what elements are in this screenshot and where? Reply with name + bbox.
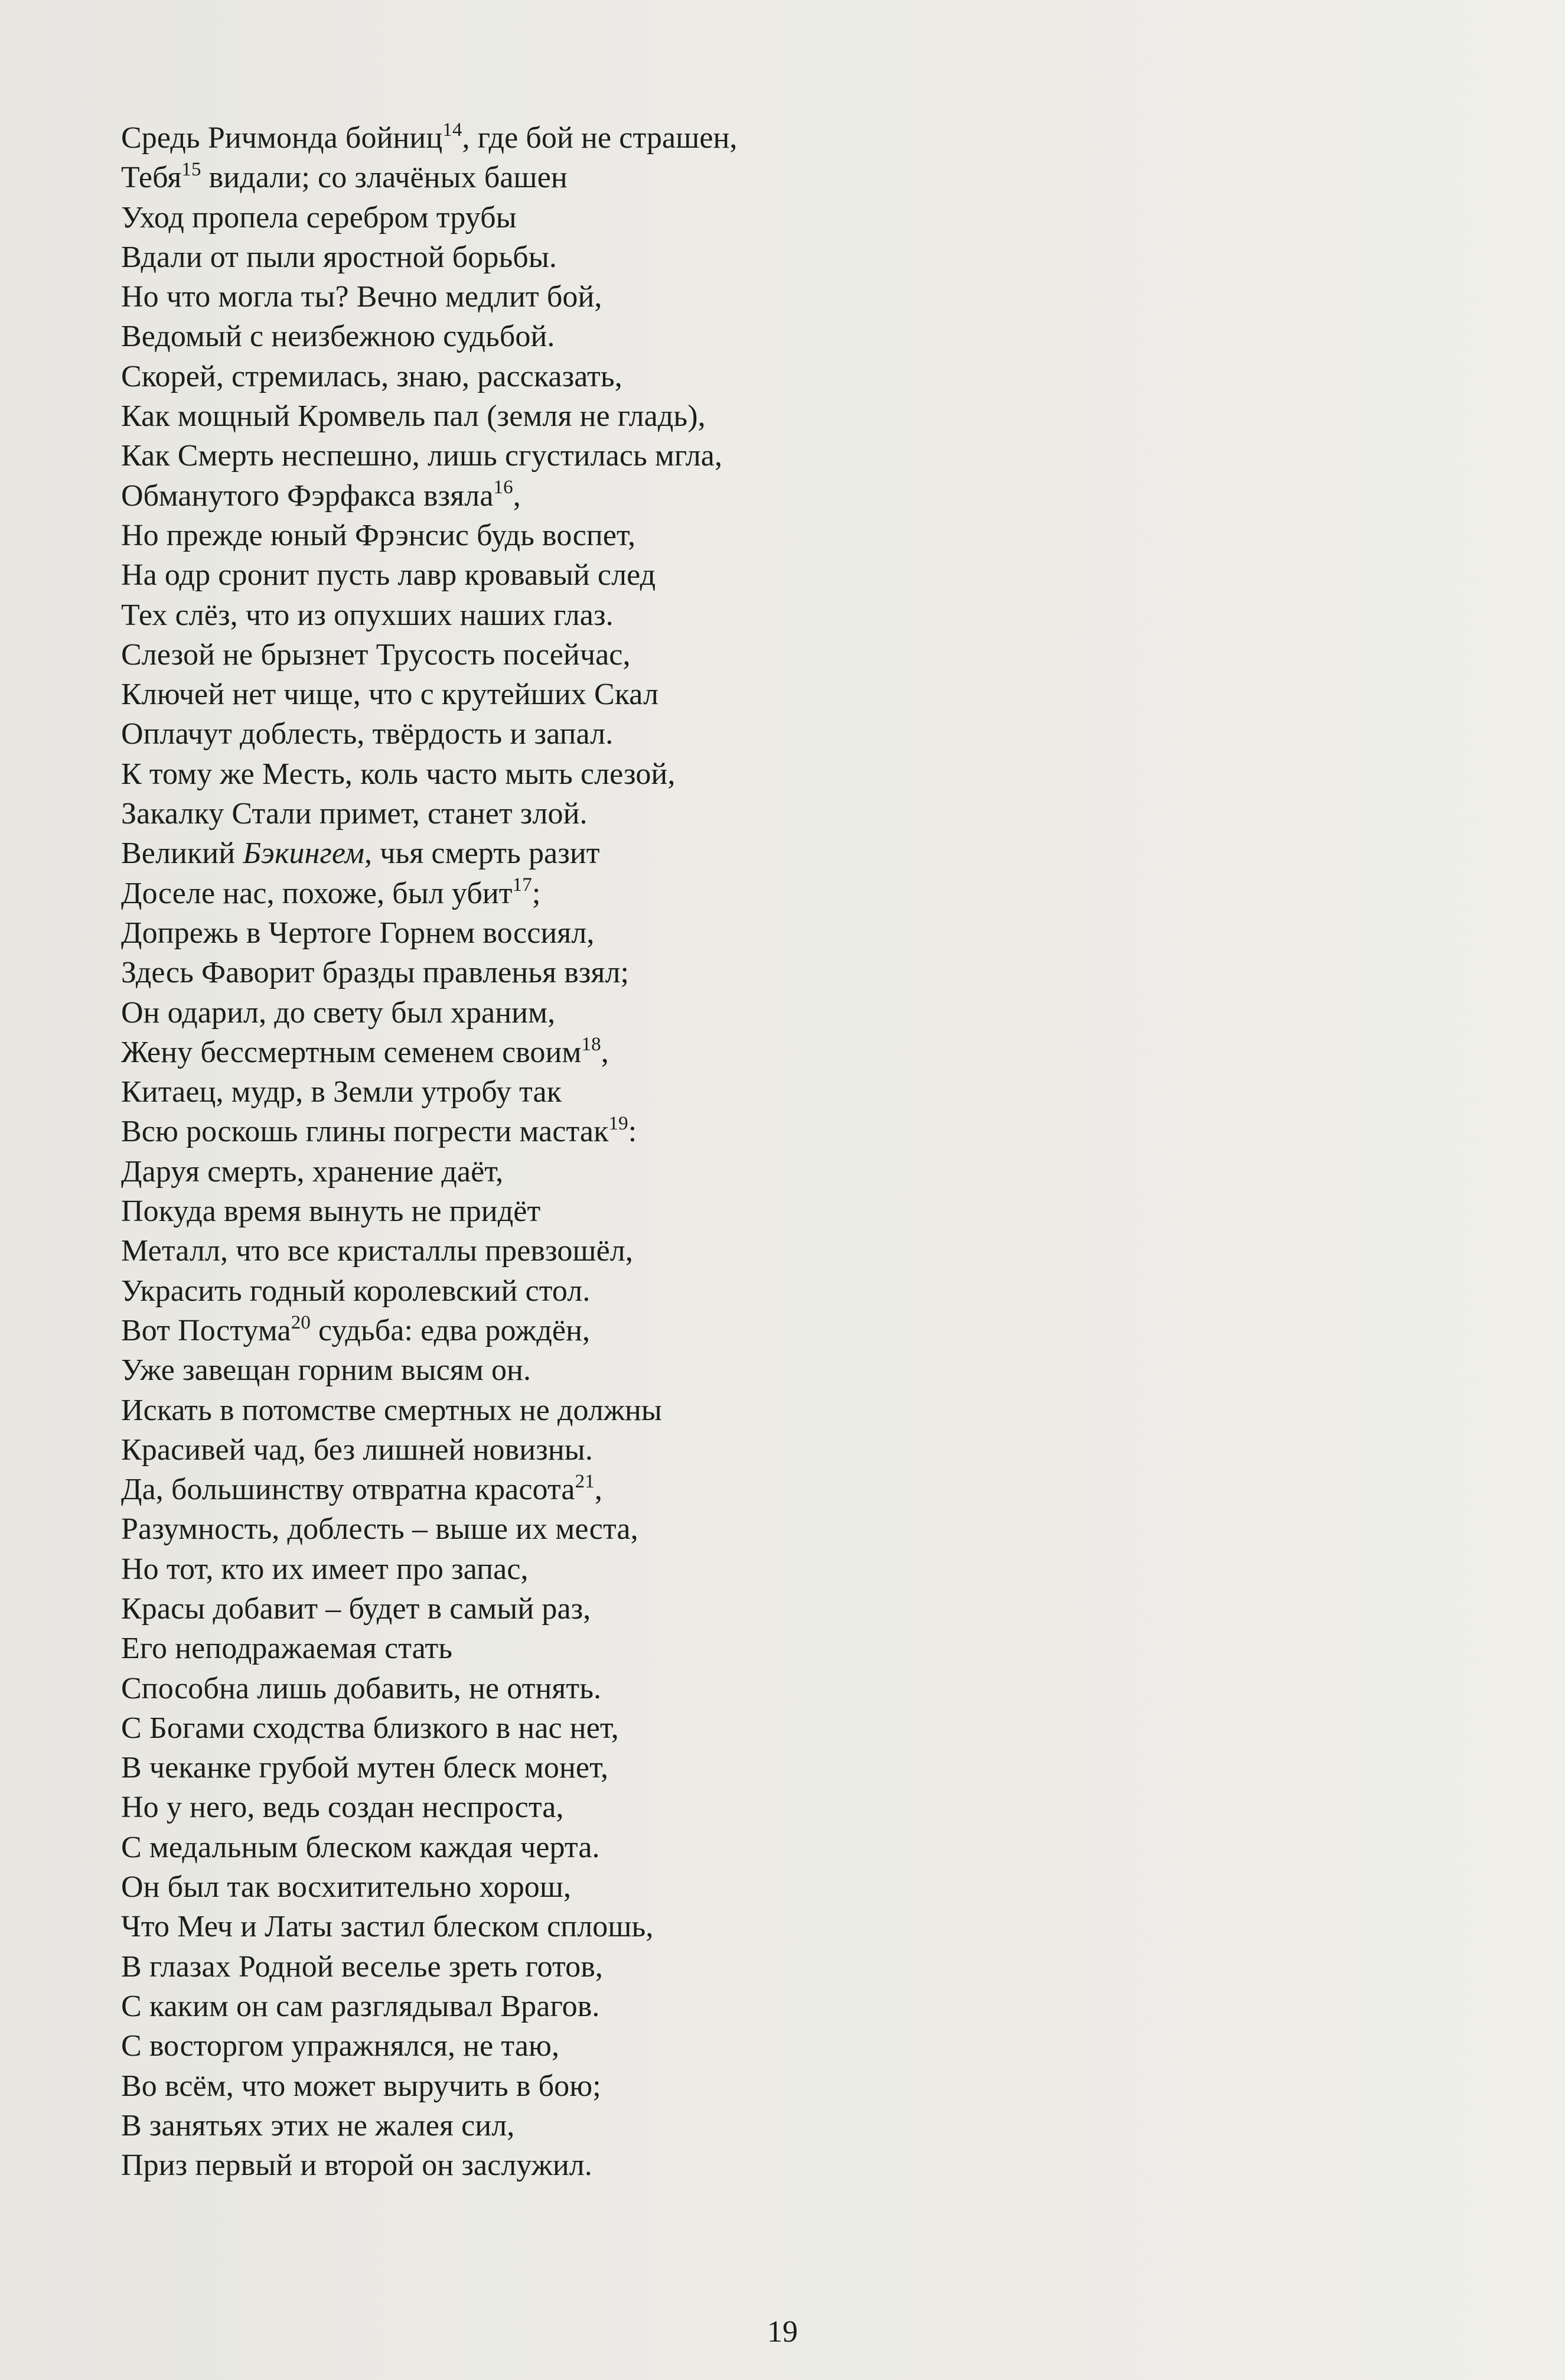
line-text: Тебя [121,161,182,195]
poem-line [121,396,1007,436]
line-text: Украсить годный королевский стол. [121,1274,591,1308]
poem-text [121,118,1007,2185]
footnote-marker: 15 [181,158,201,180]
line-text: Красивей чад, без лишней новизны. [121,1432,593,1467]
footnote-marker: 16 [493,477,513,499]
footnote-marker: 18 [581,1033,601,1055]
poem-line [121,714,1007,754]
line-text: В глазах Родной веселье зреть готов, [121,1949,604,1984]
poem-line [121,1748,1007,1788]
poem-line [121,1708,1007,1748]
footnote-marker: 17 [512,874,532,896]
poem-line [121,118,1007,158]
line-text: Но тот, кто их имеет про запас, [121,1552,529,1586]
line-text: Приз первый и второй он заслужил. [121,2148,592,2183]
poem-line [121,1391,1007,1430]
line-text: Обманутого Фэрфакса взяла [121,478,494,513]
poem-line [121,1549,1007,1589]
poem-line [121,1350,1007,1390]
line-text: Способна лишь добавить, не отнять. [121,1671,602,1705]
poem-line [121,1112,1007,1151]
line-text: Уход пропела серебром трубы [121,200,517,235]
poem-line [121,1509,1007,1549]
line-text: Красы добавит – будет в самый раз, [121,1591,591,1626]
poem-line [121,1033,1007,1072]
line-text: Закалку Стали примет, станет злой. [121,797,588,831]
poem-line [121,1828,1007,1867]
line-text: Но прежде юный Фрэнсис будь воспет, [121,518,636,552]
poem-line [121,1987,1007,2026]
poem-line [121,1629,1007,1668]
line-text: Ведомый с неизбежною судьбой. [121,320,555,354]
page-number: 19 [767,2315,798,2349]
poem-line [121,1191,1007,1231]
line-text: Как мощный Кромвель пал (земля не гладь), [121,399,706,434]
poem-line [121,1867,1007,1907]
line-text: Разумность, доблесть – выше их места, [121,1512,638,1546]
line-text: Уже завещан горним высям он. [121,1353,532,1388]
line-text: Китаец, мудр, в Земли утробу так [121,1075,562,1109]
line-text: Тех слёз, что из опухших наших глаз. [121,598,614,632]
poem-line [121,357,1007,396]
line-text: Искать в потомстве смертных не должны [121,1393,662,1427]
line-text: Всю роскошь глины погрести мастак [121,1115,609,1149]
poem-line [121,1311,1007,1350]
poem-line [121,555,1007,595]
line-text: Он был так восхитительно хорош, [121,1870,572,1904]
line-text: Вдали от пыли яростной борьбы. [121,240,557,274]
line-text: Покуда время вынуть не придёт [121,1194,541,1229]
poem-line [121,635,1007,675]
poem-line [121,2106,1007,2145]
line-text: С каким он сам разглядывал Врагов. [121,1989,600,2023]
line-text: С медальным блеском каждая черта. [121,1830,600,1864]
line-text: Доселе нас, похоже, был убит [121,876,513,910]
footnote-marker: 20 [291,1311,311,1333]
line-text: судьба: едва рождён, [310,1313,591,1347]
poem-line [121,277,1007,317]
poem-line [121,754,1007,794]
poem-line [121,2026,1007,2066]
line-text: , [594,1473,602,1507]
poem-line [121,1271,1007,1311]
line-text: С восторгом упражнялся, не таю, [121,2029,560,2063]
line-text: , чья смерть разит [364,836,600,871]
line-text: Допрежь в Чертоге Горнем воссиял, [121,916,595,950]
poem-line [121,1470,1007,1509]
poem-line [121,516,1007,555]
footnote-marker: 19 [608,1113,628,1135]
line-text: Оплачут доблесть, твёрдость и запал. [121,717,614,751]
line-text: Как Смерть неспешно, лишь сгустилась мгла, [121,439,723,473]
line-text: Здесь Фаворит бразды правленья взял; [121,956,630,990]
poem-line [121,476,1007,516]
line-text: Но у него, ведь создан неспроста, [121,1790,564,1825]
poem-line [121,913,1007,953]
line-text: Ключей нет чище, что с крутейших Скал [121,678,658,712]
line-text: Великий [121,836,243,871]
poem-line [121,1669,1007,1708]
poem-line [121,1589,1007,1629]
line-text: Даруя смерть, хранение даёт, [121,1154,504,1189]
line-text: Что Меч и Латы застил блеском сплошь, [121,1910,654,1944]
footnote-marker: 14 [442,119,462,141]
italic-text: Бэкингем [243,836,365,871]
line-text: Да, большинству отвратна красота [121,1473,575,1507]
poem-line [121,1072,1007,1112]
line-text: В занятьях этих не жалея сил, [121,2108,515,2143]
line-text: Слезой не брызнет Трусость посейчас, [121,637,631,672]
line-text: Жену бессмертным семенем своим [121,1035,582,1069]
poem-line [121,1788,1007,1827]
poem-line [121,158,1007,197]
line-text: Металл, что все кристаллы превзошёл, [121,1234,633,1268]
line-text: видали; со злачёных башен [201,161,568,195]
poem-line [121,595,1007,635]
poem-line [121,2066,1007,2106]
poem-line [121,436,1007,476]
line-text: Его неподражаемая стать [121,1632,453,1666]
poem-line [121,794,1007,834]
poem-line [121,953,1007,992]
poem-line [121,1947,1007,1987]
line-text: : [628,1115,637,1149]
footnote-marker: 21 [575,1470,595,1492]
poem-line [121,237,1007,277]
line-text: На одр сронит пусть лавр кровавый след [121,558,656,592]
poem-line [121,874,1007,913]
line-text: К тому же Месть, коль часто мыть слезой, [121,757,676,791]
poem-line [121,1430,1007,1470]
poem-line [121,834,1007,873]
poem-line [121,198,1007,237]
line-text: , [601,1035,609,1069]
line-text: Он одарил, до свету был храним, [121,995,556,1030]
line-text: ; [532,876,541,910]
line-text: В чеканке грубой мутен блеск монет, [121,1751,609,1785]
poem-line [121,1907,1007,1946]
line-text: Во всём, что может выручить в бою; [121,2069,601,2103]
line-text: , [513,478,521,513]
poem-line [121,675,1007,714]
line-text: Но что могла ты? Вечно медлит бой, [121,280,602,314]
poem-line [121,1152,1007,1191]
line-text: Вот Постума [121,1313,291,1347]
poem-line [121,1231,1007,1271]
line-text: , где бой не страшен, [462,121,738,155]
line-text: Скорей, стремилась, знаю, рассказать, [121,359,622,393]
poem-line [121,993,1007,1033]
poem-line [121,2145,1007,2185]
line-text: Средь Ричмонда бойниц [121,121,443,155]
line-text: С Богами сходства близкого в нас нет, [121,1711,619,1745]
poem-line [121,317,1007,356]
